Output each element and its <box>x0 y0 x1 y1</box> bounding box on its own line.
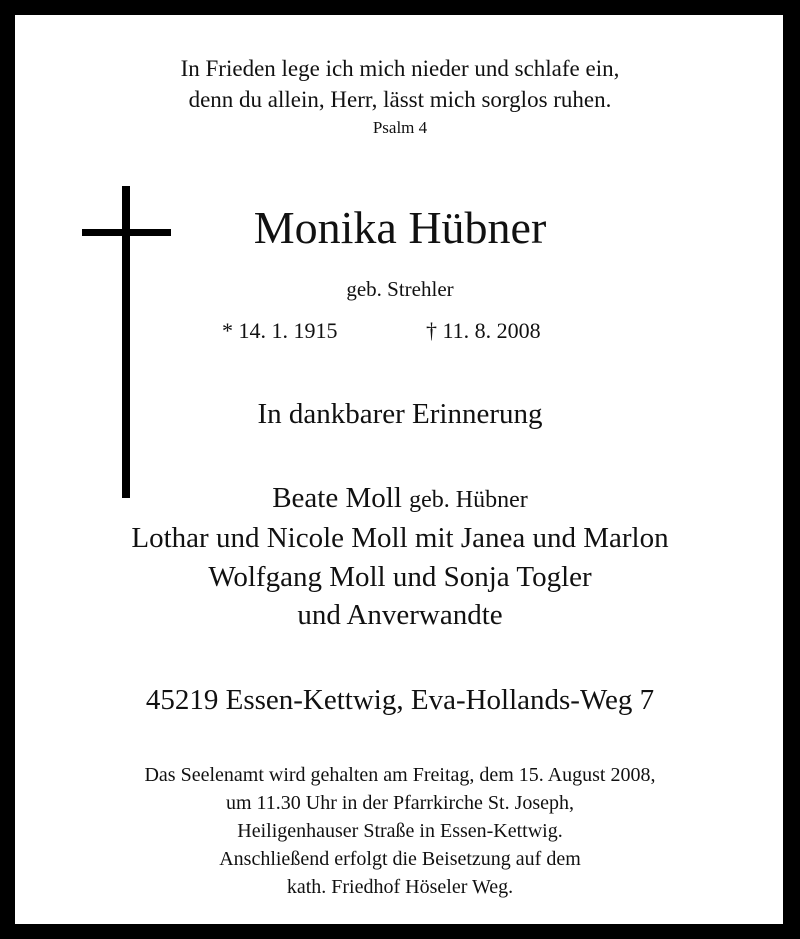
deceased-name: Monika Hübner <box>253 202 547 253</box>
maiden-name: geb. Strehler <box>346 277 454 301</box>
verse-reference: Psalm 4 <box>372 118 428 137</box>
notice-line-2: um 11.30 Uhr in der Pfarrkirche St. Joseph, <box>225 792 575 814</box>
remembrance-line: In dankbarer Erinnerung <box>257 398 543 430</box>
notice-line-3: Heiligenhauser Straße in Essen-Kettwig. <box>237 820 563 842</box>
family-line-2: Lothar und Nicole Moll mit Janea und Marlon <box>131 522 669 554</box>
notice-line-4: Anschließend erfolgt die Beisetzung auf dem <box>219 848 581 870</box>
family-line-4: und Anverwandte <box>297 599 503 631</box>
family-line-1 <box>0 482 800 515</box>
birth-date: * 14. 1. 1915 <box>222 318 338 343</box>
family-line-1-suffix: geb. Hübner <box>409 487 528 513</box>
family-line-3: Wolfgang Moll und Sonja Togler <box>208 561 592 593</box>
notice-line-1: Das Seelenamt wird gehalten am Freitag, dem 15. August 2008, <box>144 764 656 786</box>
verse-line-1: In Frieden lege ich mich nieder und schlafe ein, <box>180 56 620 81</box>
verse-line-2: denn du allein, Herr, lässt mich sorglos ruhen. <box>188 87 612 112</box>
death-date: † 11. 8. 2008 <box>426 318 541 343</box>
family-line-1-name: Beate Moll <box>272 482 402 514</box>
notice-line-5: kath. Friedhof Höseler Weg. <box>286 876 514 898</box>
address: 45219 Essen-Kettwig, Eva-Hollands-Weg 7 <box>145 684 655 716</box>
